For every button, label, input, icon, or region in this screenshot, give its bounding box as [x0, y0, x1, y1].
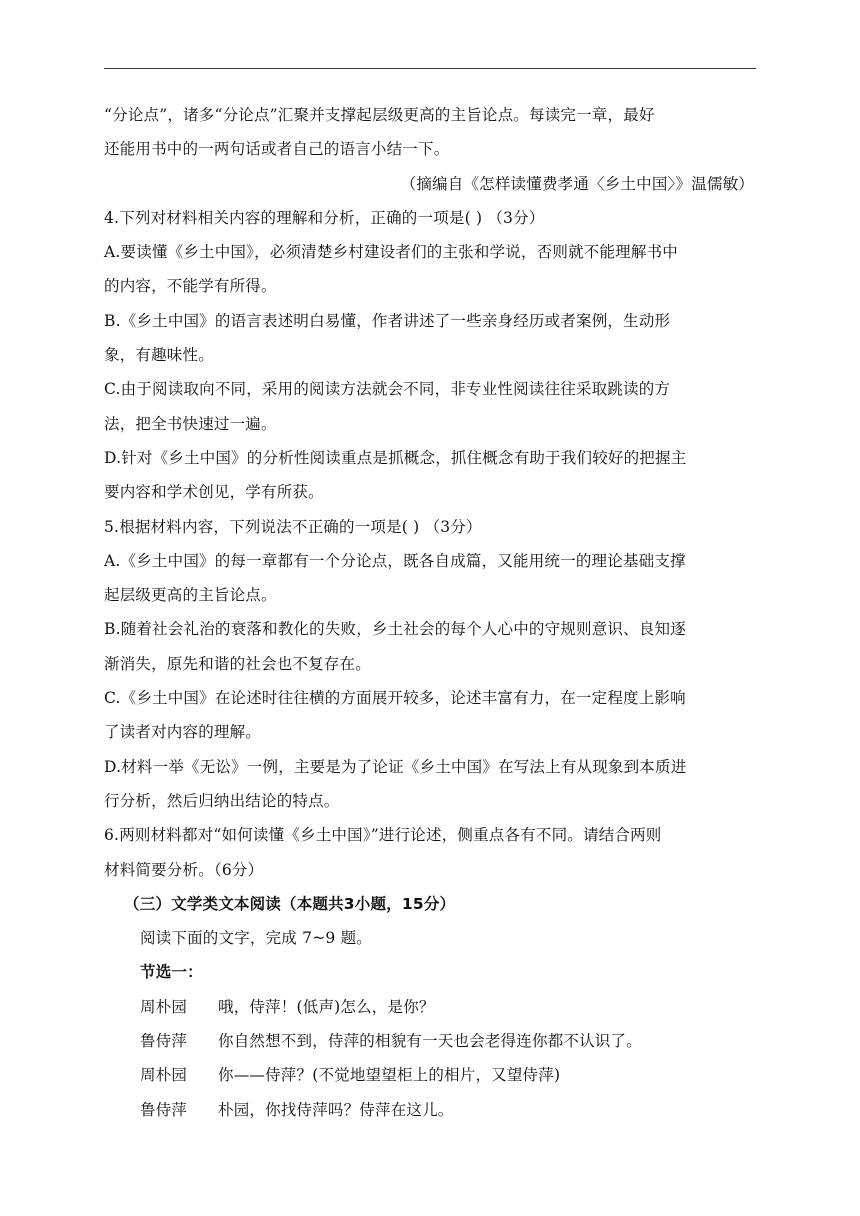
text-line: “分论点”，诸多“分论点”汇聚并支撑起层级更高的主旨论点。每读完一章，最好 — [104, 106, 655, 124]
option-d: D.针对《乡土中国》的分析性阅读重点是抓概念，抓住概念有助于我们较好的把握主 — [104, 448, 687, 467]
question-5: 5.根据材料内容，下列说法不正确的一项是( ) （3分） — [104, 517, 482, 536]
option-c: C.由于阅读取向不同，采用的阅读方法就会不同，非专业性阅读往往采取跳读的方 — [104, 380, 671, 399]
dialogue-line — [104, 1093, 756, 1127]
speech-text: 朴园，你找侍萍吗？侍萍在这儿。 — [218, 1100, 454, 1119]
option-a-cont: 的内容，不能学有所得。 — [104, 277, 277, 296]
option-d-cont: 行分析，然后归纳出结论的特点。 — [104, 791, 340, 810]
speech-text: 你自然想不到，侍萍的相貌有一天也会老得连你都不认识了。 — [218, 1032, 642, 1051]
option-b-cont: 象，有趣味性。 — [104, 346, 214, 365]
option-d: D.材料一举《无讼》一例，主要是为了论证《乡土中国》在写法上有从现象到本质进 — [104, 757, 687, 776]
option-a: A.《乡土中国》的每一章都有一个分论点，既各自成篇，又能用统一的理论基础支撑 — [104, 551, 686, 570]
dialogue-line — [104, 1058, 756, 1092]
question-6-cont: 材料简要分析。（6分） — [104, 860, 264, 879]
option-a-cont: 起层级更高的主旨论点。 — [104, 586, 277, 605]
speaker-name: 周朴园 — [140, 997, 188, 1016]
section-heading: （三）文学类文本阅读（本题共3小题，15分） — [124, 894, 456, 913]
question-6: 6.两则材料都对“如何读懂《乡土中国》”进行论述，侧重点各有不同。请结合两则 — [104, 826, 662, 845]
header-rule — [104, 68, 756, 69]
speaker-name: 鲁侍萍 — [140, 1100, 188, 1119]
option-c-cont: 法，把全书快速过一遍。 — [104, 414, 277, 433]
document-body — [104, 98, 756, 1127]
option-c-cont: 了读者对内容的理解。 — [104, 723, 262, 742]
option-b-cont: 渐消失，原先和谐的社会也不复存在。 — [104, 654, 371, 673]
option-d-cont: 要内容和学术创见，学有所获。 — [104, 483, 324, 502]
text-line: 还能用书中的一两句话或者自己的语言小结一下。 — [104, 140, 450, 159]
instruction-text: 阅读下面的文字，完成 7~9 题。 — [140, 929, 372, 948]
dialogue-line — [104, 990, 756, 1024]
dialogue-line — [104, 1024, 756, 1058]
speech-text: 你——侍萍？(不觉地望望柜上的相片，又望侍萍) — [218, 1066, 561, 1085]
source-citation: （摘编自《怎样读懂费孝通〈乡土中国〉》温儒敏） — [400, 174, 754, 193]
question-4: 4.下列对材料相关内容的理解和分析，正确的一项是( ) （3分） — [104, 208, 545, 227]
option-b: B.《乡土中国》的语言表述明白易懂，作者讲述了一些亲身经历或者案例，生动形 — [104, 311, 671, 330]
excerpt-label: 节选一： — [140, 963, 203, 982]
speaker-name: 周朴园 — [140, 1066, 188, 1085]
option-a: A.要读懂《乡土中国》，必须清楚乡村建设者们的主张和学说，否则就不能理解书中 — [104, 243, 678, 262]
speech-text: 哦，侍萍！(低声)怎么，是你？ — [218, 997, 435, 1016]
speaker-name: 鲁侍萍 — [140, 1032, 188, 1051]
option-c: C.《乡土中国》在论述时往往横的方面展开较多，论述丰富有力，在一定程度上影响 — [104, 689, 686, 708]
option-b: B.随着社会礼治的衰落和教化的失败，乡土社会的每个人心中的守规则意识、良知逐 — [104, 620, 686, 639]
